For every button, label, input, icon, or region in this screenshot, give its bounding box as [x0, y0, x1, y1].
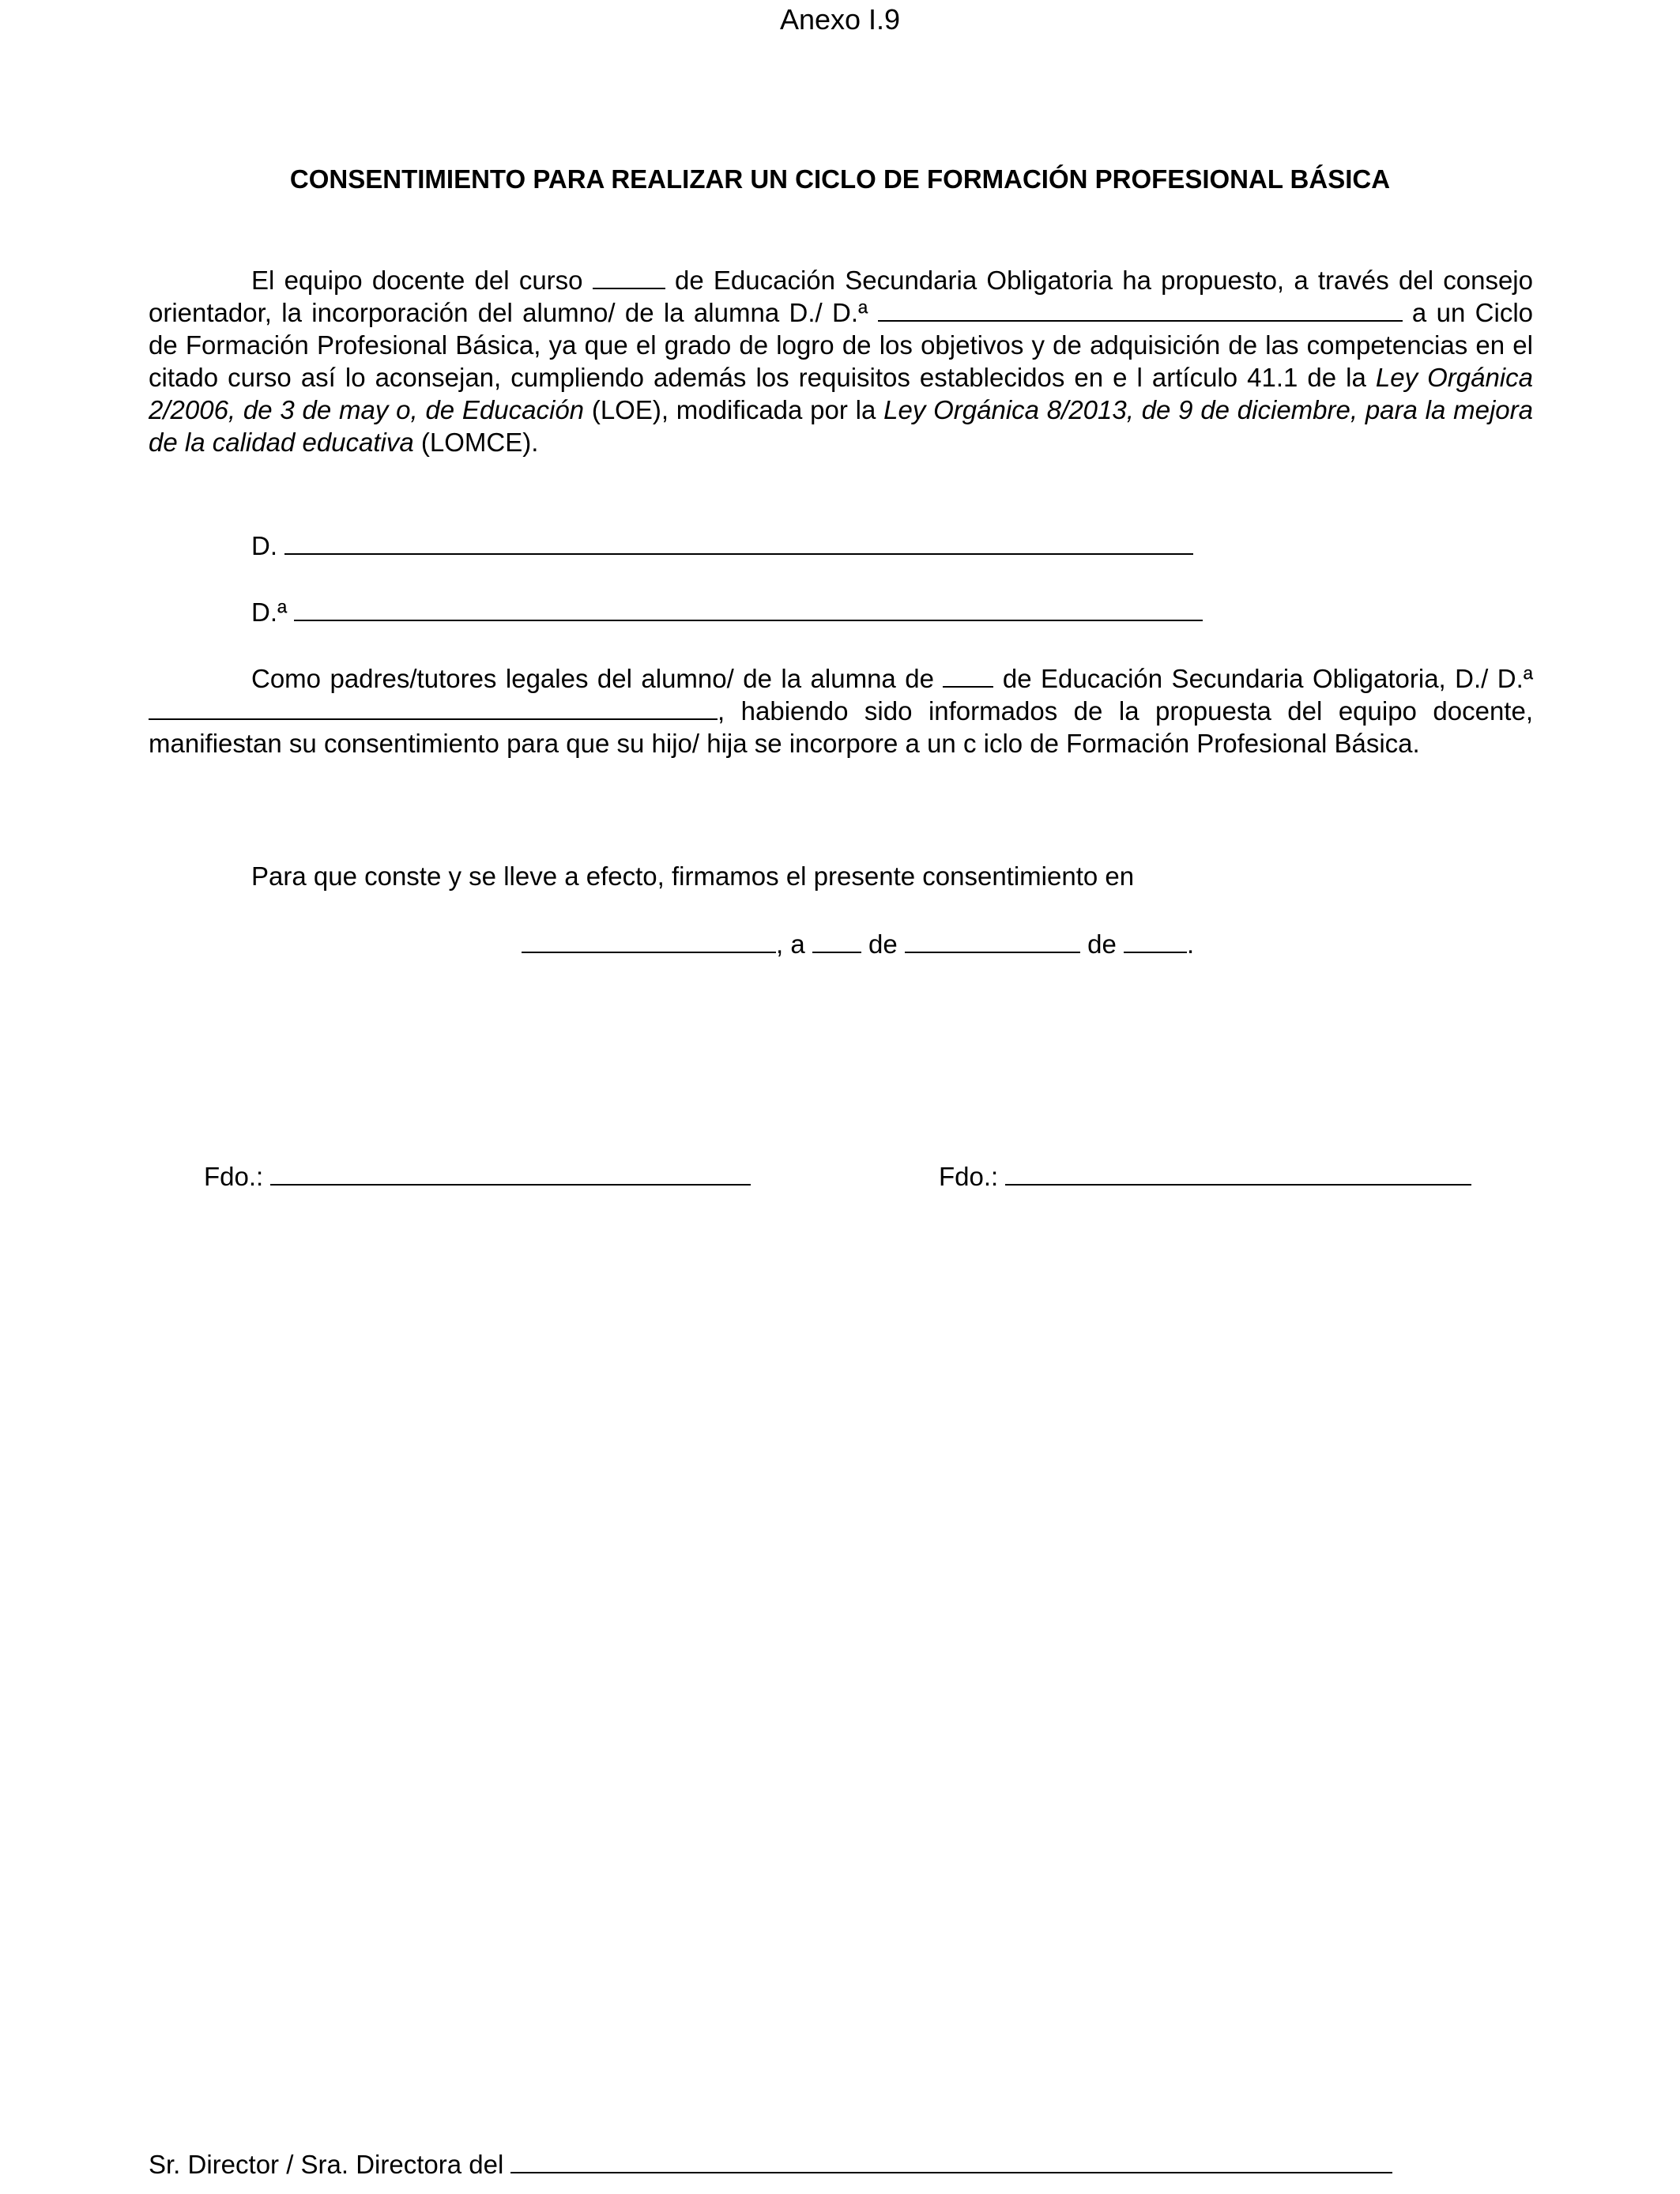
- course-blank[interactable]: [593, 264, 665, 289]
- year-blank[interactable]: [1124, 928, 1187, 953]
- date-a-text: , a: [776, 929, 805, 959]
- signature-right-blank[interactable]: [1005, 1160, 1471, 1186]
- proposal-text-5: (LOMCE).: [413, 428, 539, 457]
- signature-left-label: Fdo.:: [204, 1162, 264, 1191]
- director-footer: [149, 2148, 1392, 2180]
- proposal-text-2: de Educación Secundaria Obligatoria ha propuesto, a través del consejo orientador, la incorporación del alumno/ de la alumna D./ D.ª: [149, 266, 1533, 327]
- consent-text-1: Como padres/tutores legales del alumno/ de la alumna de: [251, 664, 944, 693]
- student-name-blank[interactable]: [878, 296, 1403, 322]
- consent-text-3: , habiendo sido informados de la propuesta del equipo docente, manifiestan su consentimiento para que su hijo/ hija se incorpore a un c iclo de Formación Profesional Básica.: [149, 696, 1533, 758]
- consent-text-2: de Educación Secundaria Obligatoria, D./ D.ª: [993, 664, 1533, 693]
- father-name-blank[interactable]: [284, 530, 1193, 555]
- month-blank[interactable]: [905, 928, 1080, 953]
- proposal-text-3: a un Ciclo de Formación Profesional Básica, ya que el grado de logro de los objetivos y de adquisición de las competencias en el citado curso así lo aconsejan, cumpliendo además los requisitos establecidos en e l artículo 41.1 de la: [149, 298, 1533, 392]
- law-loe: Ley Orgánica 2/2006, de 3 de may o, de Educación: [149, 363, 1533, 424]
- proposal-text-4: (LOE), modificada por la: [584, 395, 884, 424]
- consent-paragraph: [149, 662, 1533, 760]
- date-de-text-2: de: [1087, 929, 1117, 959]
- mother-name-blank[interactable]: [294, 596, 1203, 621]
- director-label: Sr. Director / Sra. Directora del: [149, 2150, 504, 2179]
- mother-name-row: [251, 596, 1203, 628]
- student-name-blank-2[interactable]: [149, 695, 718, 720]
- father-name-row: [251, 530, 1193, 561]
- conste-line: Para que conste y se lleve a efecto, firmamos el presente consentimiento en: [251, 861, 1135, 891]
- signature-right: [939, 1160, 1471, 1192]
- date-de-text-1: de: [868, 929, 898, 959]
- school-name-blank[interactable]: [510, 2148, 1392, 2173]
- annex-label: Anexo I.9: [779, 3, 901, 36]
- place-date-row: [522, 928, 1194, 959]
- father-label: D.: [251, 531, 277, 560]
- day-blank[interactable]: [812, 928, 861, 953]
- document-title: CONSENTIMIENTO PARA REALIZAR UN CICLO DE FORMACIÓN PROFESIONAL BÁSICA: [289, 164, 1391, 194]
- signature-left-blank[interactable]: [270, 1160, 751, 1186]
- proposal-paragraph: [149, 264, 1533, 458]
- mother-label: D.ª: [251, 598, 288, 627]
- date-end-text: .: [1187, 929, 1195, 959]
- signature-left: [204, 1160, 751, 1192]
- proposal-text-1: El equipo docente del curso: [251, 266, 593, 295]
- signature-right-label: Fdo.:: [939, 1162, 999, 1191]
- course-blank-2[interactable]: [943, 662, 993, 688]
- law-lomce: Ley Orgánica 8/2013, de 9 de diciembre, para la mejora de la calidad educativa: [149, 395, 1533, 457]
- place-blank[interactable]: [522, 928, 776, 953]
